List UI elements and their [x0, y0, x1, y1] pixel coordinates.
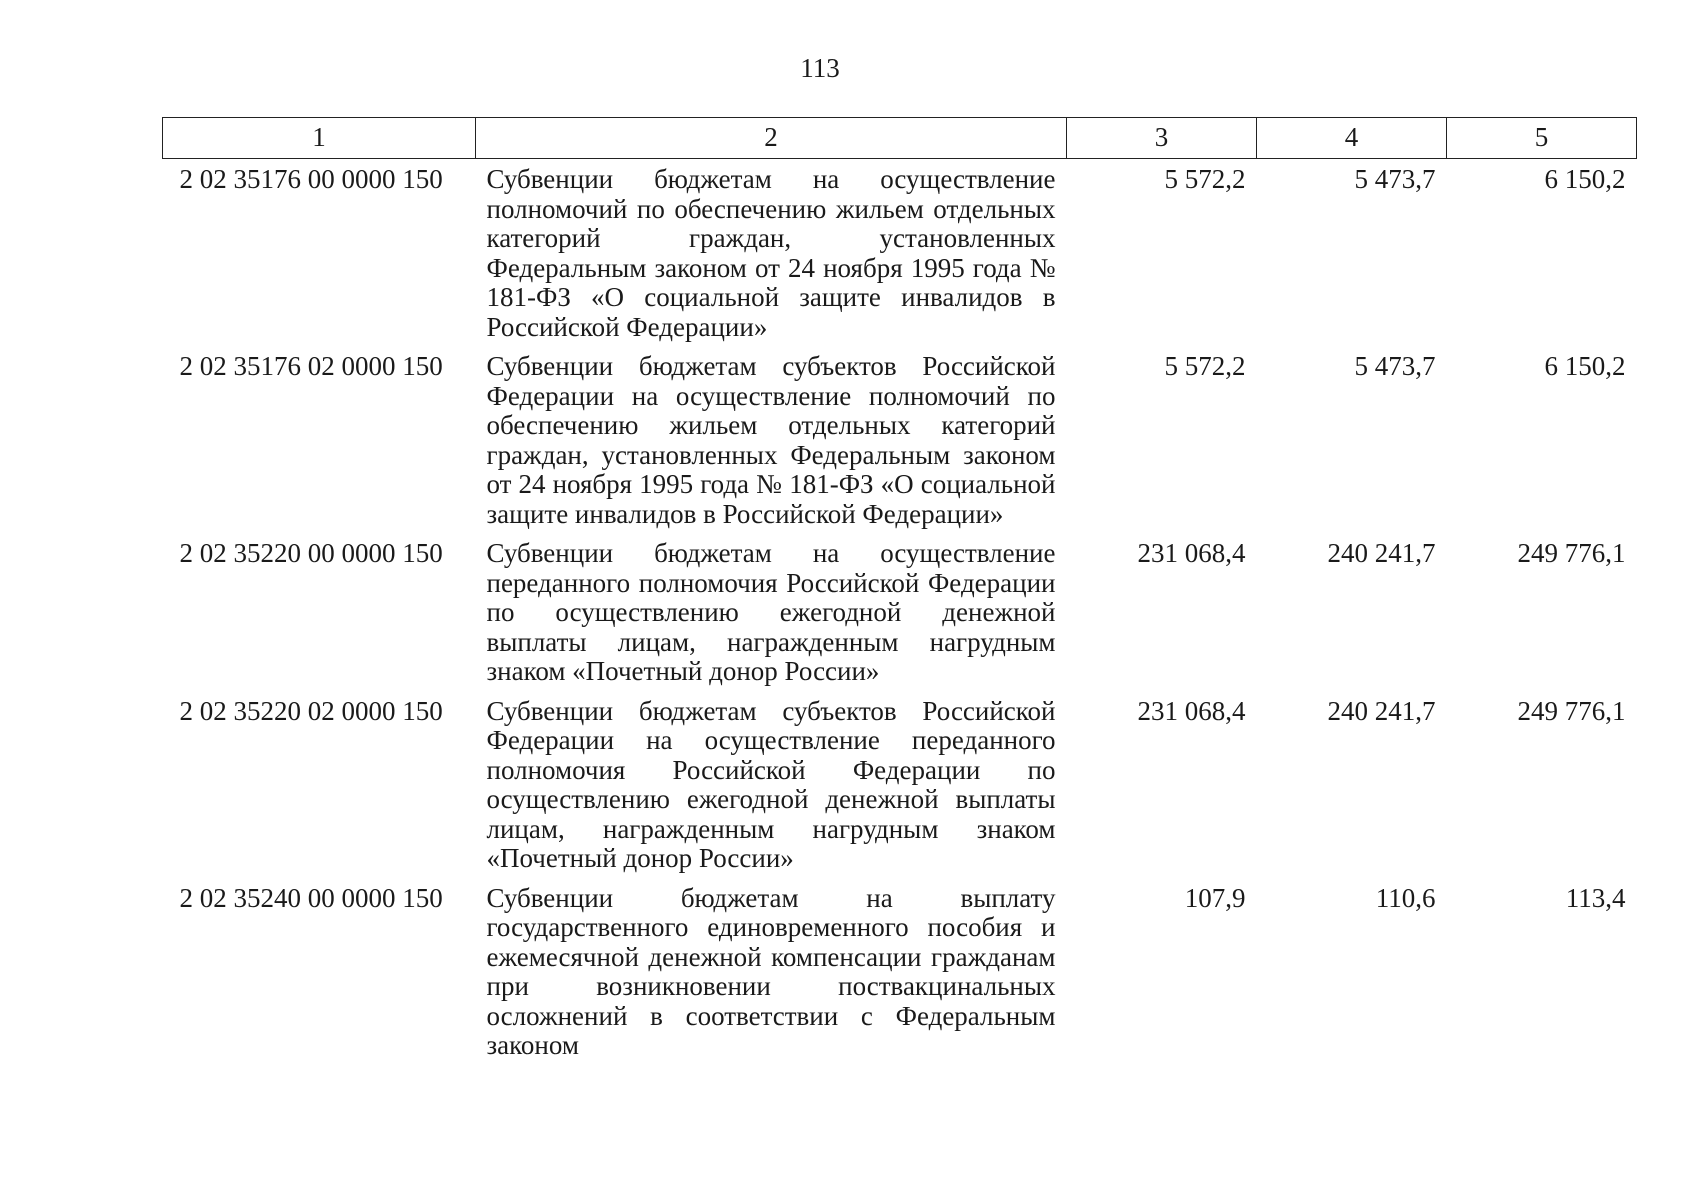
description-cell: Субвенции бюджетам на осуществление полномочий по обеспечению жильем отдельных категорий граждан, установленных Федеральным законом от 24 ноября 1995 года № 181-ФЗ «О социальной защите инвалидов в Российской Федерации»: [486, 164, 1056, 342]
budget-code-cell: 2 02 35176 02 0000 150: [179, 351, 443, 381]
amount-col5-cell: 249 776,1: [1517, 695, 1626, 726]
amount-col5-cell: 6 150,2: [1544, 351, 1626, 381]
description-cell: Субвенции бюджетам субъектов Российской Федерации на осуществление переданного полномочия Российской Федерации по осуществлению ежегодной денежной выплаты лицам, награжденным нагрудным знаком «Почетный донор России»: [486, 695, 1056, 873]
description-cell: Субвенции бюджетам на осуществление переданного полномочия Российской Федерации по осуществлению ежегодной денежной выплаты лицам, награжденным нагрудным знаком «Почетный донор России»: [486, 538, 1056, 686]
amount-col3-cell: 5 572,2: [1164, 351, 1246, 381]
column-header-3: 3: [1067, 118, 1257, 159]
amount-col3-cell: 107,9: [1184, 882, 1246, 913]
amount-col4-cell: 110,6: [1375, 882, 1436, 913]
budget-code-cell: 2 02 35176 00 0000 150: [179, 164, 443, 194]
page-number: 113: [800, 53, 840, 83]
amount-col3-cell: 231 068,4: [1137, 695, 1246, 726]
table-row: [163, 159, 1637, 353]
description-cell: Субвенции бюджетам субъектов Российской Федерации на осуществление полномочий по обеспечению жильем отдельных категорий граждан, установленных Федеральным законом от 24 ноября 1995 года № 181-ФЗ «О социальной защите инвалидов в Российской Федерации»: [486, 351, 1056, 529]
amount-col5-cell: 6 150,2: [1544, 164, 1626, 194]
column-header-2: 2: [476, 118, 1067, 159]
table-row: [163, 539, 1637, 697]
amount-col3-cell: 231 068,4: [1137, 538, 1246, 568]
amount-col4-cell: 240 241,7: [1327, 695, 1436, 726]
amount-col5-cell: 113,4: [1565, 882, 1626, 913]
amount-col3-cell: 5 572,2: [1164, 164, 1246, 194]
budget-code-cell: 2 02 35240 00 0000 150: [179, 882, 443, 913]
table-row: [163, 352, 1637, 539]
table-row: [163, 697, 1637, 884]
amount-col4-cell: 5 473,7: [1354, 351, 1436, 381]
column-header-1: 1: [163, 118, 476, 159]
amount-col4-cell: 240 241,7: [1327, 538, 1436, 568]
table-header-row: [163, 118, 1637, 159]
budget-code-cell: 2 02 35220 00 0000 150: [179, 538, 443, 568]
column-header-5: 5: [1447, 118, 1637, 159]
column-header-4: 4: [1257, 118, 1447, 159]
table-row: [163, 884, 1637, 1071]
amount-col4-cell: 5 473,7: [1354, 164, 1436, 194]
amount-col5-cell: 249 776,1: [1517, 538, 1626, 568]
budget-table: [162, 117, 1637, 1071]
budget-code-cell: 2 02 35220 02 0000 150: [179, 695, 443, 726]
description-cell: Субвенции бюджетам на выплату государственного единовременного пособия и ежемесячной денежной компенсации гражданам при возникновении поствакцинальных осложнений в соответствии с Федеральным законом: [486, 882, 1056, 1060]
